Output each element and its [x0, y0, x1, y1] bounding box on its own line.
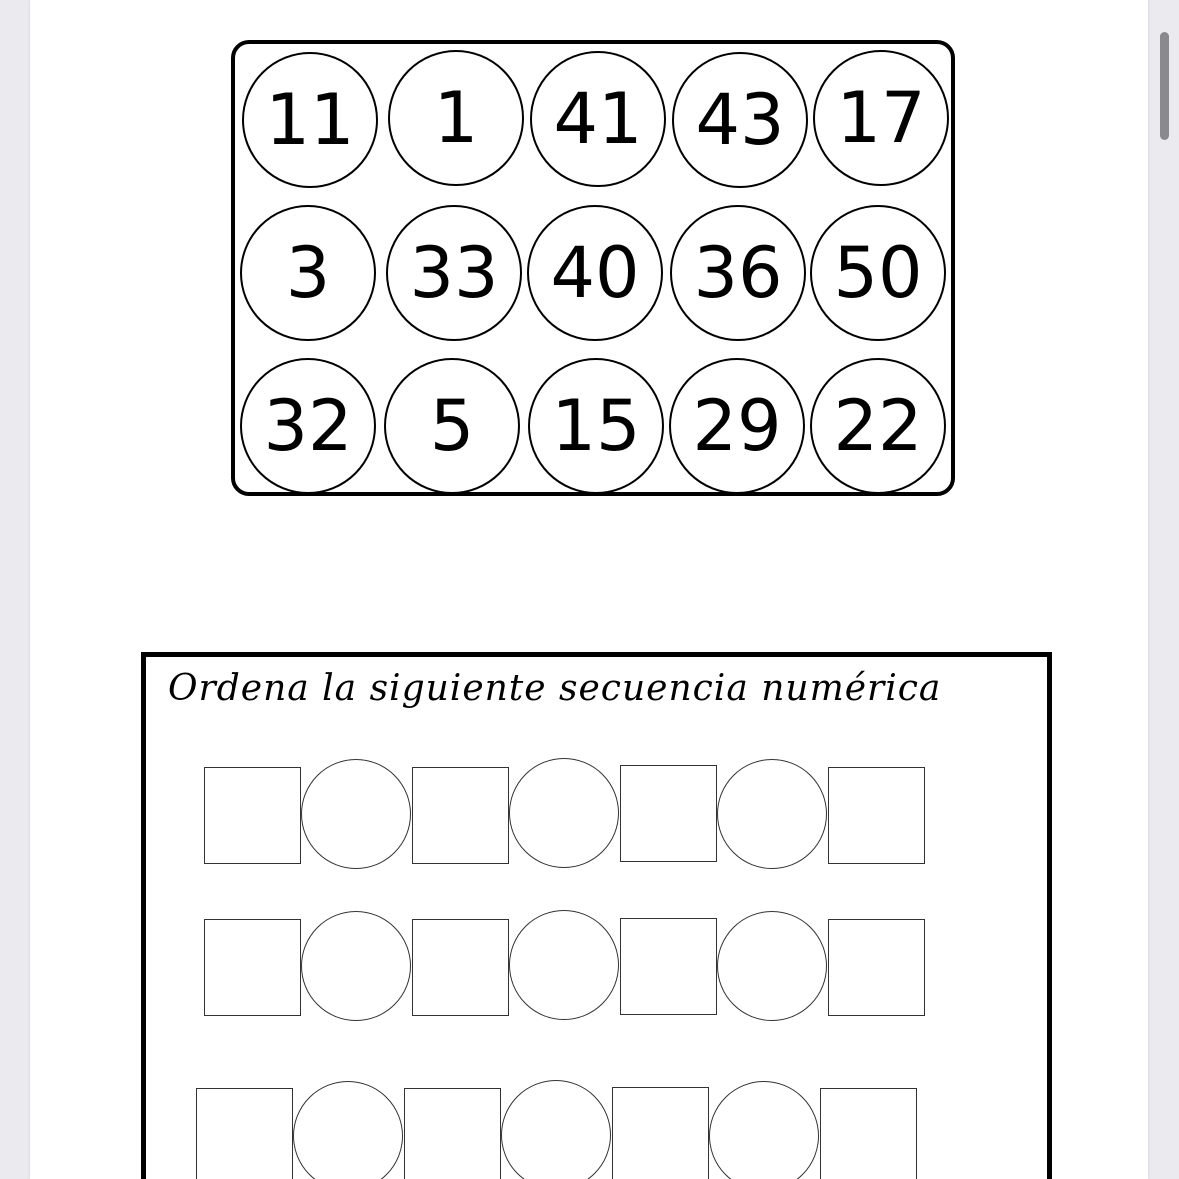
- number-ball: 50: [810, 205, 946, 341]
- number-ball: 17: [813, 50, 949, 186]
- answer-square[interactable]: [412, 767, 509, 864]
- answer-square[interactable]: [612, 1087, 709, 1179]
- answer-square[interactable]: [620, 765, 717, 862]
- answer-circle[interactable]: [301, 911, 411, 1021]
- number-ball: 5: [384, 358, 520, 494]
- answer-square[interactable]: [204, 919, 301, 1016]
- number-ball: 43: [672, 52, 808, 188]
- answer-circle[interactable]: [501, 1080, 611, 1179]
- answer-square[interactable]: [196, 1088, 293, 1179]
- answer-circle[interactable]: [509, 758, 619, 868]
- number-ball: 41: [530, 51, 666, 187]
- number-ball: 29: [669, 358, 805, 494]
- answer-square[interactable]: [828, 919, 925, 1016]
- answer-square[interactable]: [620, 918, 717, 1015]
- number-ball: 36: [670, 205, 806, 341]
- answer-square[interactable]: [204, 767, 301, 864]
- answer-square[interactable]: [404, 1088, 501, 1179]
- scrollbar-thumb[interactable]: [1160, 32, 1169, 140]
- number-ball: 40: [527, 205, 663, 341]
- answer-circle[interactable]: [717, 911, 827, 1021]
- vertical-scrollbar[interactable]: [1155, 0, 1175, 1179]
- exercise-instruction: Ordena la siguiente secuencia numérica: [168, 668, 942, 709]
- number-ball: 32: [240, 358, 376, 494]
- number-ball: 11: [242, 52, 378, 188]
- answer-circle[interactable]: [301, 759, 411, 869]
- number-ball: 1: [388, 50, 524, 186]
- answer-square[interactable]: [820, 1088, 917, 1179]
- number-ball: 3: [240, 205, 376, 341]
- number-ball: 33: [386, 205, 522, 341]
- answer-circle[interactable]: [509, 910, 619, 1020]
- document-page: [30, 0, 1148, 1179]
- answer-square[interactable]: [828, 767, 925, 864]
- answer-square[interactable]: [412, 919, 509, 1016]
- number-ball: 22: [810, 358, 946, 494]
- number-ball: 15: [528, 358, 664, 494]
- answer-circle[interactable]: [717, 759, 827, 869]
